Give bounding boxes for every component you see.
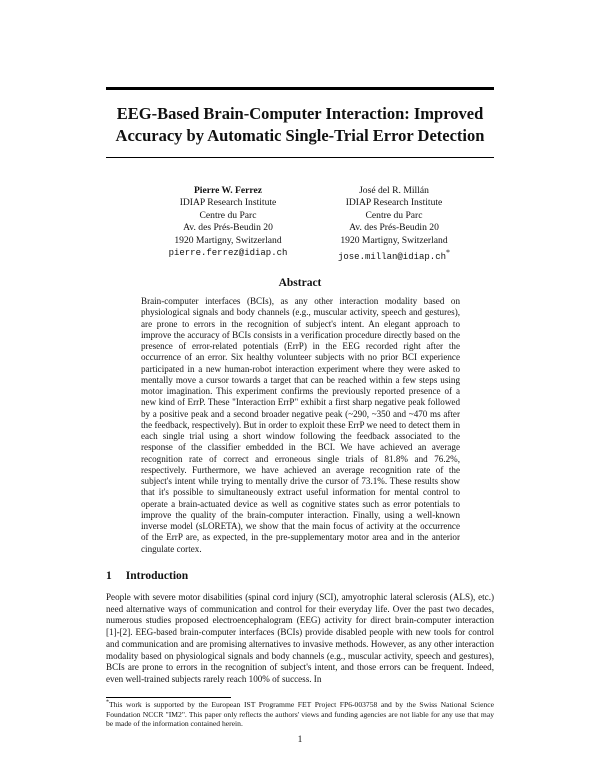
title-top-rule [106, 87, 494, 90]
author-email-line [314, 247, 474, 264]
author-email[interactable]: jose.millan@idiap.ch [337, 252, 447, 263]
footnote-marker: * [446, 248, 451, 258]
footnote-rule [106, 697, 231, 698]
abstract-heading: Abstract [278, 277, 322, 289]
footnote [106, 700, 494, 729]
author-block-1 [148, 185, 308, 259]
author-city: 1920 Martigny, Switzerland [340, 234, 448, 246]
page-number: 1 [297, 735, 303, 745]
author-institute: IDIAP Research Institute [179, 197, 277, 209]
section-title: Introduction [125, 570, 189, 582]
author-city: 1920 Martigny, Switzerland [174, 234, 282, 246]
footnote-text: This work is supported by the European IST Programme FET Project FP6-003758 and by the Swiss National Science Foundation NCCR "IM2". This paper only reflects the authors' views and funding agencies are not liable for any use that may be made of the information contained herein. [106, 700, 494, 728]
author-street: Av. des Prés-Beudin 20 [183, 222, 273, 234]
author-centre: Centre du Parc [199, 209, 257, 221]
section-heading [106, 570, 188, 582]
footnote-mark: * [106, 699, 109, 706]
author-centre: Centre du Parc [365, 209, 423, 221]
abstract-text: Brain-computer interfaces (BCIs), as any other interaction modality based on physiological signals and body channels (e.g., muscular activity, speech and gestures), are prone to errors in the recognition of subject's intent. An elegant approach to improve the accuracy of BCIs consists in a verification procedure directly based on the presence of error-related potentials (ErrP) in the EEG recorded right after the occurrence of an error. Six healthy volunteer subjects with no prior BCI experience participated in a new human-robot interaction experiment where they were asked to mentally move a cursor towards a target that can be reached within a few steps using motor imagination. This experiment confirms the previously reported presence of a new kind of ErrP. These "Interaction ErrP" exhibit a first sharp negative peak followed by a positive peak and a second broader negative peak (~290, ~350 and ~470 ms after the feedback, respectively). But in order to exploit these ErrP we need to detect them in each single trial using a short window following the feedback associated to the response of the classifier embedded in the BCI. We have achieved an average recognition rate of correct and erroneous single trials of 81.8% and 76.2%, respectively. Furthermore, we have achieved an average recognition rate of the subject's intent while trying to mentally drive the cursor of 73.1%. These results show that it's possible to simultaneously extract useful information for mental control to operate a brain-actuated device as well as cognitive states such as error potentials to improve the quality of the brain-computer interaction. Finally, using a well-known inverse model (sLORETA), we show that the main focus of activity at the occurrence of the ErrP are, as expected, in the pre-supplementary motor area and in the anterior cingulate cortex. [141, 296, 460, 554]
title-bottom-rule [106, 157, 494, 158]
author-block-2 [314, 185, 474, 264]
author-email[interactable]: pierre.ferrez@idiap.ch [168, 248, 288, 259]
author-name: José del R. Millán [359, 185, 429, 196]
author-name: Pierre W. Ferrez [193, 185, 263, 196]
section-number: 1 [106, 570, 112, 582]
introduction-text: People with severe motor disabilities (spinal cord injury (SCI), amyotrophic lateral sclerosis (ALS), etc.) need alternative ways of communication and control for their everyday life. Over the past two decades, numerous studies proposed electroencephalogram (EEG) activity for direct brain-computer interaction [1]-[2]. EEG-based brain-computer interfaces (BCIs) provide disabled people with new tools for control and communication and are promising alternatives to invasive methods. However, as any other interaction modality based on physiological signals and body channels (e.g., muscular activity, speech and gestures), BCIs are prone to errors in the recognition of subject's intent, and those errors can be frequent. Indeed, even well-trained subjects rarely reach 100% of success. In [106, 592, 494, 684]
author-institute: IDIAP Research Institute [345, 197, 443, 209]
paper-title: EEG-Based Brain-Computer Interaction: Improved Accuracy by Automatic Single-Trial Error Detection [115, 104, 485, 145]
author-street: Av. des Prés-Beudin 20 [349, 222, 439, 234]
